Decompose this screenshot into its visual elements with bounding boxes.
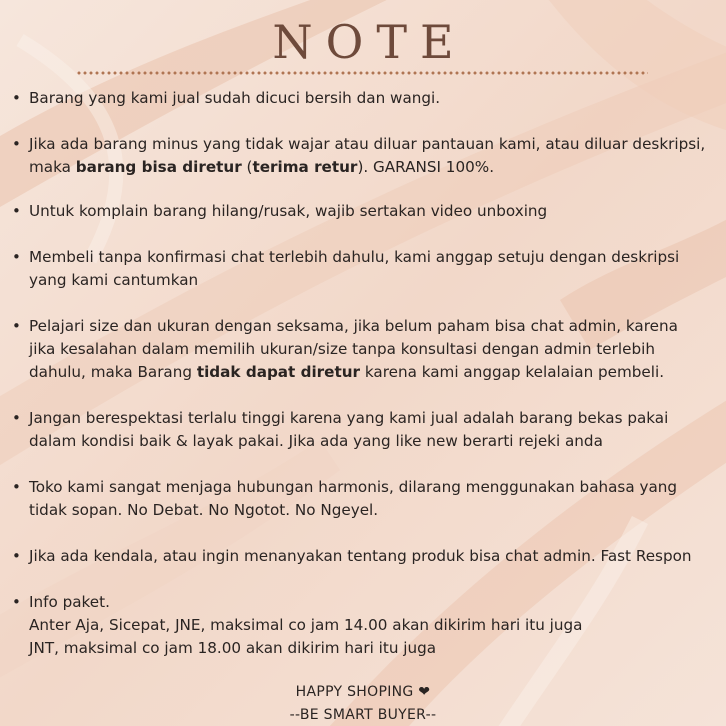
bullet-icon: • — [12, 135, 21, 153]
note-text: Jika ada kendala, atau ingin menanyakan tentang produk bisa chat admin. Fast Respon — [29, 547, 692, 565]
note-text: Untuk komplain barang hilang/rusak, wajib sertakan video unboxing — [29, 202, 548, 220]
note-text: JNT, maksimal co jam 18.00 akan dikirim hari itu juga — [29, 639, 437, 657]
note-text: jika kesalahan dalam memilih ukuran/size tanpa konsultasi dengan admin terlebih — [29, 340, 655, 358]
note-line — [29, 430, 668, 453]
bullet-icon: • — [12, 317, 21, 335]
note-line — [29, 591, 582, 614]
note-emphasis: terima retur — [252, 158, 358, 176]
bullet-icon: • — [12, 478, 21, 496]
note-line — [29, 338, 678, 361]
bullet-icon: • — [12, 593, 21, 611]
note-emphasis: barang bisa diretur — [75, 158, 242, 176]
note-text: maka — [29, 158, 76, 176]
note-item — [12, 200, 547, 223]
note-item — [12, 246, 679, 292]
footer-happy-shopping: HAPPY SHOPING ❤ — [295, 684, 431, 700]
note-item — [12, 315, 678, 384]
note-line — [29, 637, 582, 660]
note-text: yang kami cantumkan — [29, 271, 199, 289]
note-item — [12, 476, 677, 522]
note-text: ). GARANSI 100%. — [357, 158, 495, 176]
note-emphasis: tidak dapat diretur — [196, 363, 361, 381]
note-line — [29, 476, 677, 499]
bullet-icon: • — [12, 89, 21, 107]
note-line — [29, 246, 679, 269]
bullet-icon: • — [12, 248, 21, 266]
note-line — [29, 545, 692, 568]
note-line — [29, 200, 547, 223]
note-text: Jika ada barang minus yang tidak wajar atau diluar pantauan kami, atau diluar deskripsi, — [29, 135, 706, 153]
bullet-icon: • — [12, 547, 21, 565]
note-line — [29, 87, 440, 110]
note-item — [12, 591, 582, 660]
note-item — [12, 407, 668, 453]
note-text: Pelajari size dan ukuran dengan seksama, jika belum paham bisa chat admin, karena — [29, 317, 678, 335]
note-text: tidak sopan. No Debat. No Ngotot. No Ngeyel. — [29, 501, 379, 519]
note-line — [29, 156, 705, 179]
note-line — [29, 407, 668, 430]
note-item — [12, 87, 440, 110]
page-title: NOTE — [272, 15, 467, 69]
dotted-divider — [76, 71, 648, 75]
note-item — [12, 545, 692, 568]
note-item — [12, 133, 705, 179]
note-text: karena kami anggap kelalaian pembeli. — [360, 363, 665, 381]
note-text: dahulu, maka Barang — [29, 363, 197, 381]
note-text: Membeli tanpa konfirmasi chat terlebih dahulu, kami anggap setuju dengan deskripsi — [29, 248, 680, 266]
note-line — [29, 614, 582, 637]
note-text: Anter Aja, Sicepat, JNE, maksimal co jam 14.00 akan dikirim hari itu juga — [29, 616, 583, 634]
note-text: Barang yang kami jual sudah dicuci bersih dan wangi. — [29, 89, 441, 107]
note-line — [29, 133, 705, 156]
footer-be-smart-buyer: --BE SMART BUYER-- — [289, 707, 437, 723]
bullet-icon: • — [12, 202, 21, 220]
bullet-icon: • — [12, 409, 21, 427]
note-line — [29, 361, 678, 384]
note-line — [29, 315, 678, 338]
note-text: Info paket. — [29, 593, 110, 611]
note-line — [29, 269, 679, 292]
note-text: ( — [241, 158, 253, 176]
note-line — [29, 499, 677, 522]
note-text: Jangan berespektasi terlalu tinggi karena yang kami jual adalah barang bekas pakai — [29, 409, 669, 427]
note-text: Toko kami sangat menjaga hubungan harmonis, dilarang menggunakan bahasa yang — [29, 478, 678, 496]
note-text: dalam kondisi baik & layak pakai. Jika ada yang like new berarti rejeki anda — [29, 432, 603, 450]
